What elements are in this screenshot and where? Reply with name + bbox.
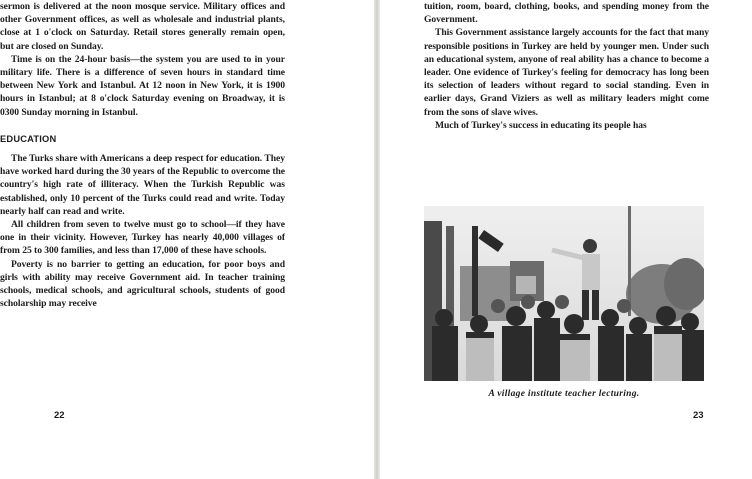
section-heading: EDUCATION — [0, 133, 57, 144]
paragraph: sermon is delivered at the noon mosque service. Military offices and other Government offices, as well as wholesale and industrial plants, close at 1 o'clock on Saturday. Retail stores generally remain open, but are closed on Sunday. — [0, 1, 285, 52]
photo-illustration — [424, 206, 704, 381]
page-number-left: 22 — [54, 410, 65, 421]
photo-village-institute — [424, 206, 704, 381]
paragraph: Poverty is no barrier to getting an education, for poor boys and girls with ability may receive Government aid. In teacher training schools, medical schools, and agricultural schools, students of good scholarship may receive — [0, 258, 285, 310]
paragraph: tuition, room, board, clothing, books, and spending money from the Government. — [424, 1, 709, 26]
left-page-text-column — [0, 0, 285, 310]
right-page-text-column — [424, 0, 709, 132]
paragraph: This Government assistance largely accounts for the fact that many responsible positions in Turkey are held by younger men. Under such an educational system, anyone of real ability has a chance to become a leader. One evidence of Turkey's feeling for democracy has long been its selection of leaders without regard to social standing. Even in earlier days, Grand Viziers as well as military leaders might come from the sons of slave wives. — [424, 27, 709, 118]
paragraph: The Turks share with Americans a deep respect for education. They have worked hard during the 30 years of the Republic to overcome the country's high rate of illiteracy. When the Turkish Republic was established, only 10 percent of the Turks could read and write. Today nearly half can read and write. — [0, 153, 285, 217]
photo-caption: A village institute teacher lecturing. — [488, 389, 640, 399]
paragraph: All children from seven to twelve must go to school—if they have one in their vicinity. However, Turkey has nearly 40,000 villages of from 25 to 300 families, and less than 17,000 of these have schools. — [0, 219, 285, 257]
book-gutter — [374, 0, 380, 479]
paragraph: Time is on the 24-hour basis—the system you are used to in your military life. There is a difference of seven hours in standard time between New York and Istanbul. At 12 noon in New York, it is 1900 hours in Istanbul; at 8 o'clock Saturday evening on Broadway, it is 0300 Sunday morning in Istanbul. — [0, 53, 285, 118]
paragraph: Much of Turkey's success in educating its people has — [435, 119, 647, 131]
page-number-right: 23 — [693, 410, 704, 421]
